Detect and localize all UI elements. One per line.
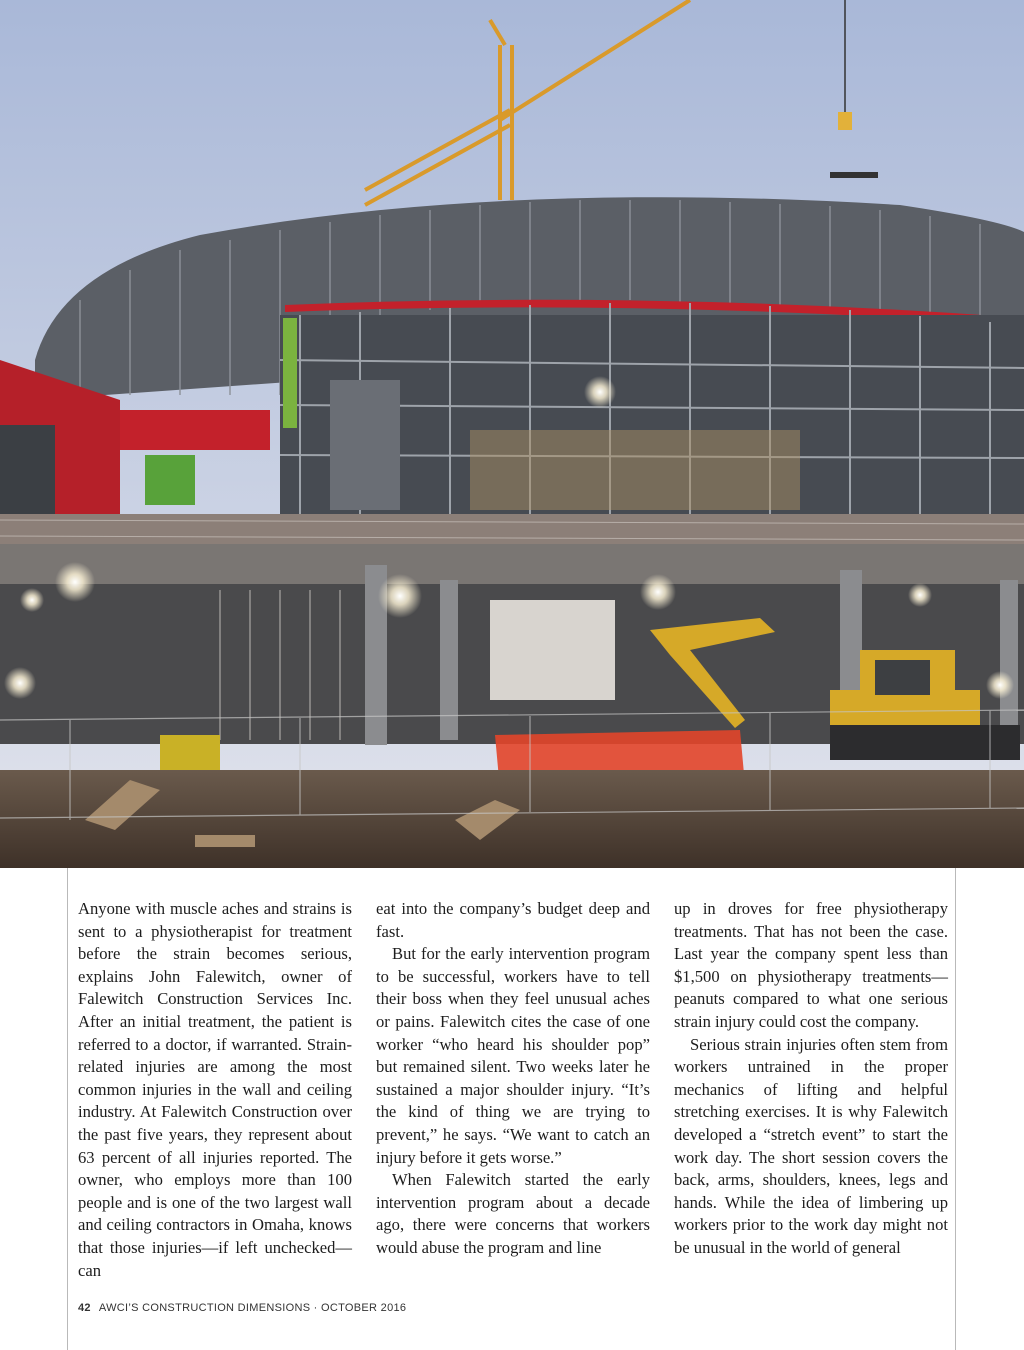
- text-column-1: [78, 898, 352, 1282]
- paragraph: Serious strain injuries often stem from workers untrained in the proper mechanics of lifting and helpful stretching exercises. It is why Falewitch developed a “stretch event” to start the work day. The short session covers the back, arms, shoulders, knees, legs and hands. While the idea of limbering up workers prior to the work day might not be unusual in the world of general: [674, 1034, 948, 1257]
- page-number: 42: [78, 1302, 91, 1314]
- page-footer: [78, 1302, 406, 1314]
- paragraph: When Falewitch started the early intervention program about a decade ago, there were concerns that workers would abuse the program and line: [376, 1170, 650, 1257]
- left-margin-rule: [67, 868, 68, 1350]
- publication-line: AWCI’S CONSTRUCTION DIMENSIONS · OCTOBER 2016: [98, 1302, 407, 1314]
- paragraph: Anyone with muscle aches and strains is sent to a physiotherapist for treatment before the strain becomes serious, explains John Falewitch, owner of Falewitch Construction Services Inc. After an initial treatment, the patient is referred to a doctor, if warranted. Strain-related injuries are among the most common injuries in the wall and ceiling industry. At Falewitch Construction over the past five years, they represent about 63 percent of all injuries reported. The owner, who employs more than 100 people and is one of the two largest wall and ceiling contractors in Omaha, knows that those injuries—if left unchecked—can: [78, 899, 352, 1280]
- paragraph: up in droves for free physiotherapy treatments. That has not been the case. Last year the company spent less than $1,500 on physiotherapy treatments—peanuts compared to what one serious strain injury could cost the company.: [674, 899, 948, 1031]
- right-margin-rule: [955, 868, 956, 1350]
- paragraph: eat into the company’s budget deep and fast.: [376, 899, 650, 941]
- text-column-2: [376, 898, 650, 1260]
- paragraph: But for the early intervention program to be successful, workers have to tell their boss when they feel unusual aches or pains. Falewitch cites the case of one worker “who heard his shoulder pop” but remained silent. Two weeks later he sustained a major shoulder injury. “It’s the kind of thing we are trying to prevent,” he says. “We want to catch an injury before it gets worse.”: [376, 944, 650, 1167]
- text-column-3: [674, 898, 948, 1260]
